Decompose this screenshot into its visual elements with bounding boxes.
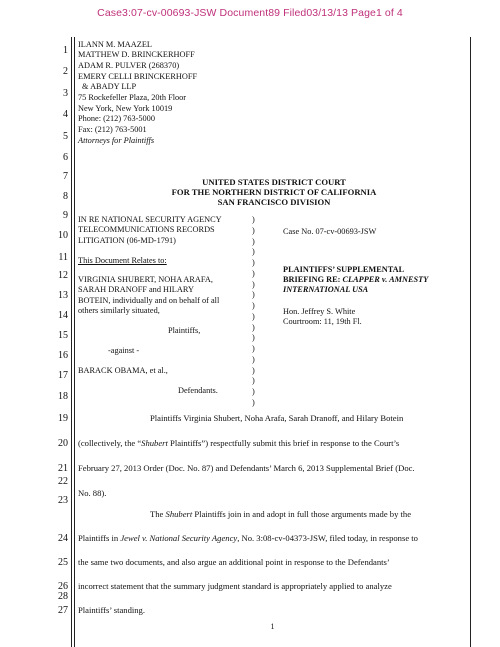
line-number: 14 (58, 310, 68, 321)
line-number: 13 (58, 290, 68, 301)
counsel-line: MATTHEW D. BRINCKERHOFF (78, 50, 195, 59)
body-span: Plaintiffs join in and adopt in full those arguments made by the (192, 509, 412, 519)
brief-title: PLAINTIFFS’ SUPPLEMENTAL (283, 265, 405, 274)
line-number: 6 (63, 152, 68, 163)
counsel-line: Phone: (212) 763-5000 (78, 114, 155, 123)
defendants-label: Defendants. (178, 386, 218, 395)
caption-line: TELECOMMUNICATIONS RECORDS (78, 225, 215, 234)
judge-name: Hon. Jeffrey S. White (283, 307, 356, 316)
against-label: -against - (108, 346, 140, 355)
plaintiffs-label: Plaintiffs, (168, 326, 201, 335)
counsel-line: ADAM R. PULVER (268370) (78, 61, 180, 70)
ecf-header: Case3:07-cv-00693-JSW Document89 Filed03/13/13 Page1 of 4 (97, 7, 403, 19)
defendant-line: BARACK OBAMA, et al., (78, 366, 168, 375)
body-line (78, 438, 399, 448)
body-line: Plaintiffs Virginia Shubert, Noha Arafa, Sarah Dranoff, and Hilary Botein (150, 413, 404, 423)
line-number: 9 (63, 210, 68, 221)
line-number: 18 (58, 391, 68, 402)
body-line: No. 88). (78, 488, 107, 498)
line-number: 26 (58, 581, 68, 592)
body-span: (collectively, the “ (78, 438, 142, 448)
line-number: 23 (58, 495, 68, 506)
brief-title-line3: INTERNATIONAL USA (283, 285, 369, 294)
court-district: FOR THE NORTHERN DISTRICT OF CALIFORNIA (171, 187, 377, 197)
party-line: others similarly situated, (78, 306, 160, 315)
caption-line: LITIGATION (06-MD-1791) (78, 236, 176, 245)
body-span-italic: Shubert (141, 438, 168, 448)
line-number: 21 (58, 463, 68, 474)
party-line: BOTEIN, individually and on behalf of all (78, 296, 220, 305)
body-line: Plaintiffs’ standing. (78, 605, 145, 615)
line-number: 25 (58, 557, 68, 568)
page-number: 1 (270, 622, 275, 631)
counsel-role: Attorneys for Plaintiffs (78, 136, 155, 145)
line-number: 2 (63, 66, 68, 77)
caption-line: IN RE NATIONAL SECURITY AGENCY (78, 215, 222, 224)
line-number: 19 (58, 413, 68, 424)
counsel-line: Fax: (212) 763-5001 (78, 125, 147, 134)
line-numbers (0, 0, 68, 647)
line-number: 4 (63, 109, 68, 120)
brief-title-re: BRIEFING RE: (283, 275, 341, 284)
line-number: 11 (58, 252, 68, 263)
counsel-line: EMERY CELLI BRINCKERHOFF (78, 72, 198, 81)
line-number: 1 (63, 45, 68, 56)
body-span: The (150, 509, 166, 519)
body-line (150, 509, 411, 519)
right-margin-rule (470, 37, 471, 647)
brief-title-line2 (283, 275, 428, 285)
line-number: 12 (58, 270, 68, 281)
relates-to: This Document Relates to: (78, 256, 167, 265)
party-line: SARAH DRANOFF and HILARY (78, 285, 194, 294)
line-number: 5 (63, 131, 68, 142)
caption-parens: ) ) ) ) ) ) ) ) ) ) ) ) ) ) ) ) ) ) (252, 215, 255, 407)
body-span: , No. 3:08-cv-04373-JSW, filed today, in response to (237, 533, 418, 543)
body-span: Plaintiffs in (78, 533, 121, 543)
line-number: 15 (58, 330, 68, 341)
line-number: 24 (58, 533, 68, 544)
counsel-line: 75 Rockefeller Plaza, 20th Floor (78, 93, 187, 102)
counsel-line: & ABADY LLP (82, 82, 137, 91)
line-number: 28 (58, 591, 68, 602)
court-name: UNITED STATES DISTRICT COURT (202, 177, 346, 187)
court-heading (78, 177, 470, 207)
counsel-line: ILANN M. MAAZEL (78, 40, 152, 49)
body-line (78, 533, 418, 543)
brief-title-case: CLAPPER v. AMNESTY (342, 275, 429, 284)
line-number: 17 (58, 370, 68, 381)
line-number: 16 (58, 350, 68, 361)
line-number: 20 (58, 438, 68, 449)
body-span-italic: Shubert (165, 509, 193, 519)
body-line: the same two documents, and also argue an additional point in response to the Defendants’ (78, 557, 390, 567)
line-number: 7 (63, 171, 68, 182)
line-number: 22 (58, 476, 68, 487)
left-margin-rule-inner (74, 37, 75, 647)
left-margin-rule (71, 37, 72, 647)
courtroom: Courtroom: 11, 19th Fl. (283, 317, 362, 326)
body-span-italic: Jewel v. National Security Agency (120, 533, 238, 543)
counsel-line: New York, New York 10019 (78, 104, 173, 113)
body-line: February 27, 2013 Order (Doc. No. 87) and Defendants’ March 6, 2013 Supplemental Brief (Doc. (78, 463, 415, 473)
party-line: VIRGINIA SHUBERT, NOHA ARAFA, (78, 275, 213, 284)
line-number: 3 (63, 88, 68, 99)
line-number: 10 (58, 230, 68, 241)
line-number: 8 (63, 191, 68, 202)
body-span: Plaintiffs”) respectfully submit this brief in response to the Court’s (167, 438, 400, 448)
body-line: incorrect statement that the summary judgment standard is appropriately applied to analyze (78, 581, 392, 591)
line-number: 27 (58, 605, 68, 616)
court-division: SAN FRANCISCO DIVISION (217, 197, 331, 207)
case-number: Case No. 07-cv-00693-JSW (283, 227, 377, 236)
